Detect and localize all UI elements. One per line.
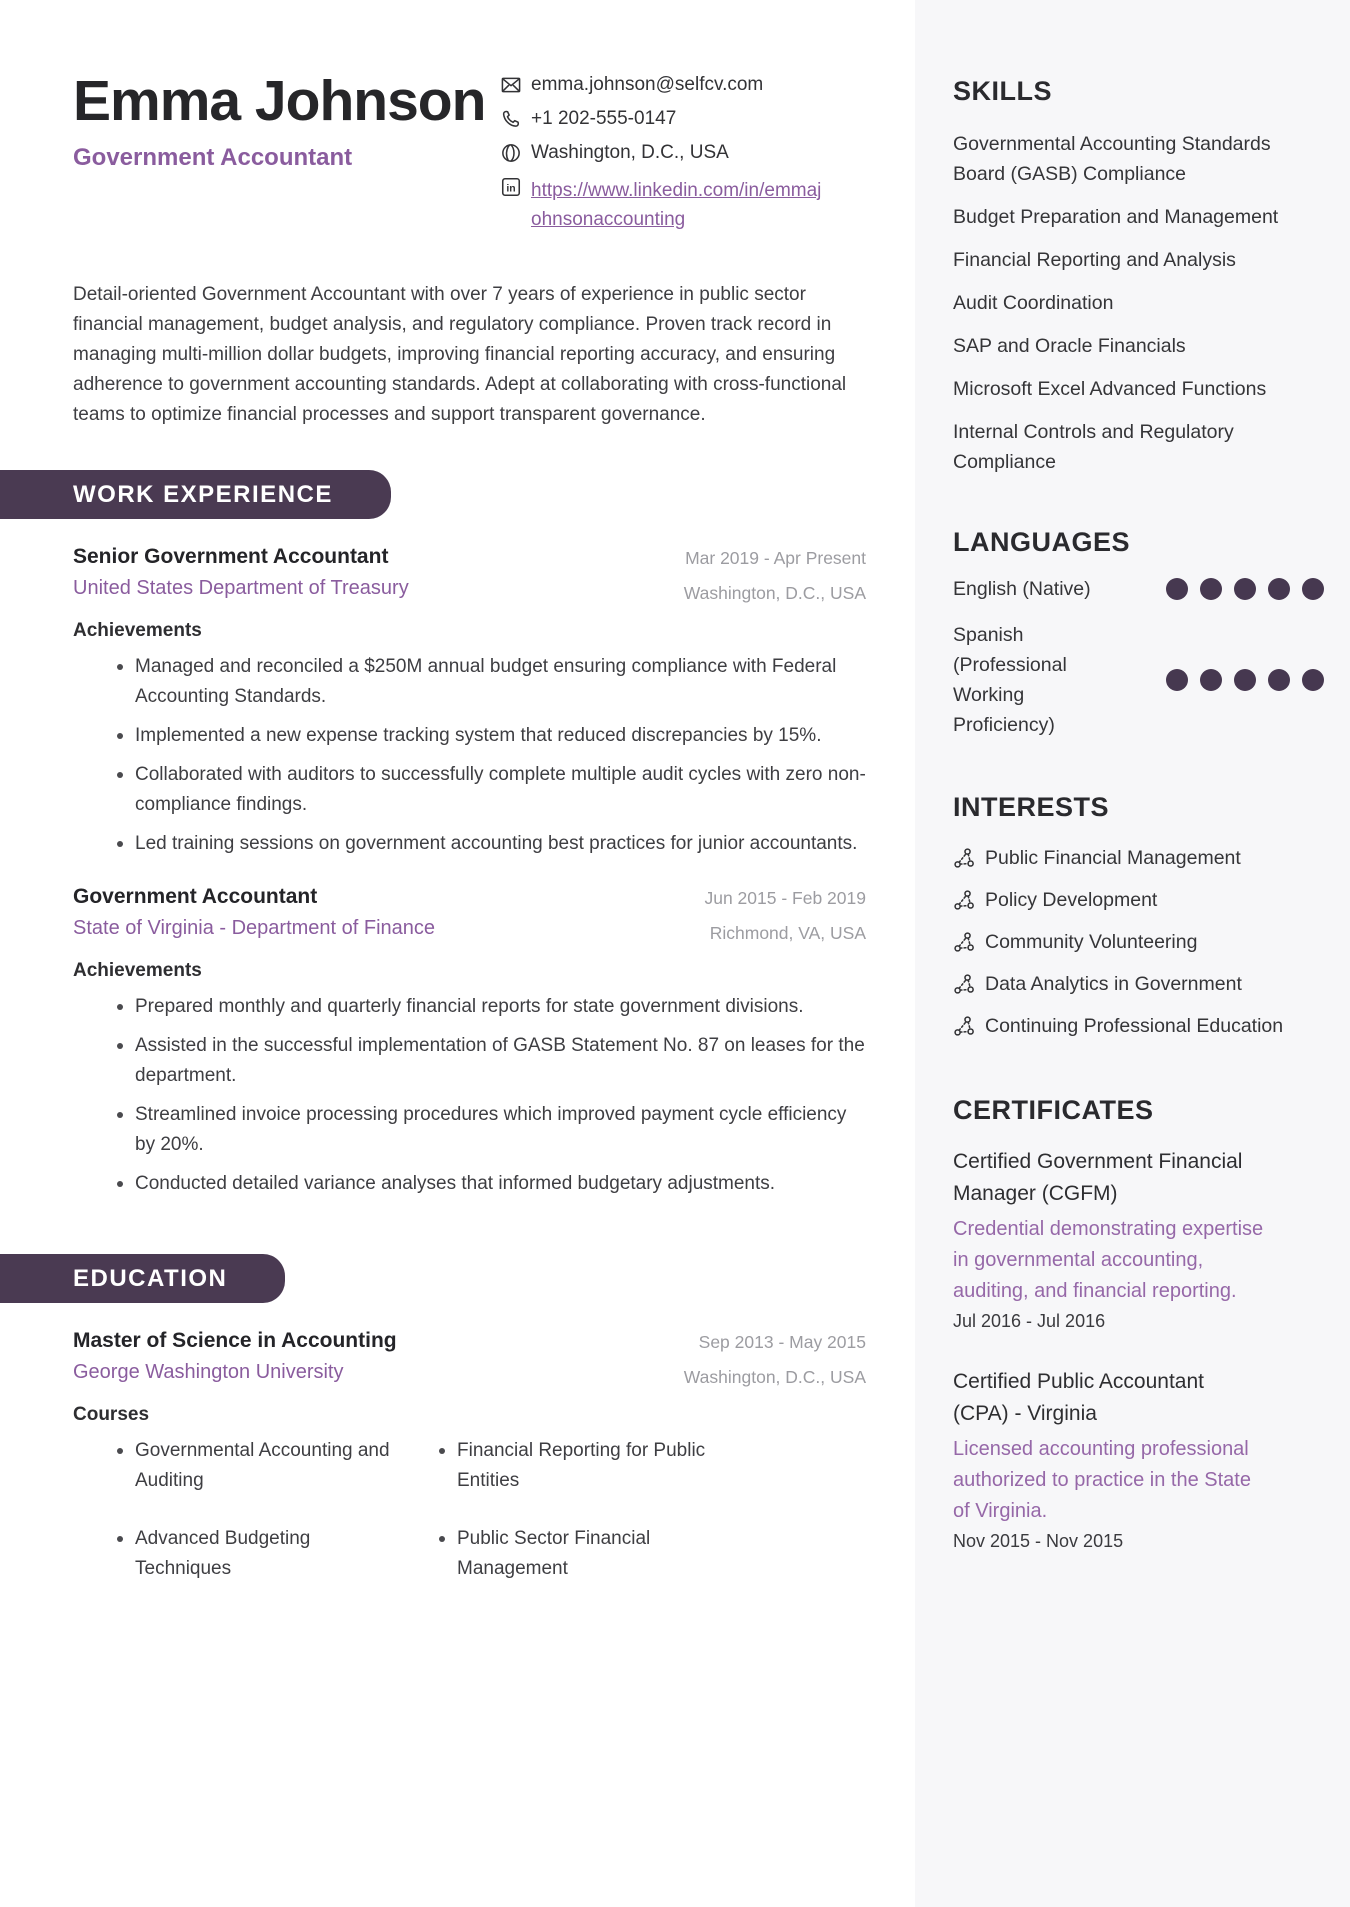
interests-heading: INTERESTS (953, 792, 1110, 822)
share-nodes-icon (953, 931, 975, 953)
interest-label: Data Analytics in Government (985, 973, 1242, 995)
interest-label: Community Volunteering (985, 931, 1198, 953)
achievement-item: Implemented a new expense tracking system that reduced discrepancies by 15%. (73, 721, 868, 751)
education-right (684, 1329, 866, 1388)
language-row (953, 620, 1300, 740)
proficiency-dots (1166, 669, 1336, 691)
section-title: EDUCATION (73, 1264, 228, 1292)
achievements-list (73, 992, 866, 1199)
phone-icon (500, 108, 522, 130)
achievements-label: Achievements (73, 960, 202, 981)
language-name: English (Native) (953, 578, 1091, 600)
education-location: Washington, D.C., USA (683, 1367, 866, 1387)
skill-item: Microsoft Excel Advanced Functions (953, 378, 1267, 400)
skill-item: Budget Preparation and Management (953, 206, 1279, 228)
interest-item (953, 1011, 1300, 1041)
section-header-work-experience (0, 470, 391, 519)
skill-item: Audit Coordination (953, 292, 1114, 314)
contact-phone-row (500, 108, 866, 130)
contact-email: emma.johnson@selfcv.com (531, 74, 764, 95)
job-head (73, 885, 866, 944)
job-left (73, 545, 409, 600)
achievement-item: Conducted detailed variance analyses that informed budgetary adjustments. (73, 1169, 868, 1199)
course-item: Governmental Accounting and Auditing (73, 1436, 403, 1496)
certificate-title: Certified Public Accountant (CPA) - Virginia (953, 1370, 1204, 1425)
degree-title: Master of Science in Accounting (73, 1329, 397, 1352)
achievement-item: Streamlined invoice processing procedures which improved payment cycle efficiency by 20%. (73, 1100, 868, 1160)
job-dates: Mar 2019 - Apr Present (685, 548, 866, 568)
language-name: Spanish (Professional Working Proficiency) (953, 624, 1067, 736)
contact-location: Washington, D.C., USA (531, 142, 729, 163)
section-header-education (0, 1254, 285, 1303)
job-entry (73, 885, 866, 1199)
school-name: George Washington University (73, 1361, 344, 1383)
skills-heading: SKILLS (953, 76, 1053, 106)
share-nodes-icon (953, 847, 975, 869)
linkedin-link[interactable]: https://www.linkedin.com/in/emmajohnsonaccounting (531, 180, 822, 230)
svg-text:in: in (506, 183, 516, 195)
interest-item (953, 885, 1300, 915)
job-right (704, 885, 866, 944)
skill-item: Internal Controls and Regulatory Compliance (953, 421, 1234, 473)
certificate-entry (953, 1366, 1300, 1552)
contact-email-row (500, 74, 866, 96)
person-title: Government Accountant (73, 144, 353, 171)
achievements-list (73, 652, 866, 859)
certificate-dates: Nov 2015 - Nov 2015 (953, 1531, 1124, 1551)
sidebar (915, 0, 1350, 1907)
contact-phone: +1 202-555-0147 (531, 108, 677, 129)
share-nodes-icon (953, 973, 975, 995)
globe-icon (500, 142, 522, 164)
job-company: United States Department of Treasury (73, 577, 409, 599)
job-head (73, 545, 866, 604)
linkedin-icon (500, 176, 522, 198)
course-item: Advanced Budgeting Techniques (73, 1524, 403, 1584)
certificate-description: Credential demonstrating expertise in governmental accounting, auditing, and financial reporting. (953, 1218, 1264, 1302)
proficiency-dots (1166, 578, 1336, 600)
job-title: Government Accountant (73, 885, 318, 908)
course-item: Financial Reporting for Public Entities (425, 1436, 747, 1496)
job-title: Senior Government Accountant (73, 545, 389, 568)
courses-column-1 (73, 1436, 403, 1612)
envelope-icon (500, 74, 522, 96)
name-block (73, 70, 500, 172)
skill-item: SAP and Oracle Financials (953, 335, 1186, 357)
contact-linkedin-row (500, 176, 866, 234)
languages-heading: LANGUAGES (953, 527, 1131, 557)
share-nodes-icon (953, 1015, 975, 1037)
interests-section (953, 792, 1300, 1041)
skills-section (953, 76, 1300, 477)
skill-item: Financial Reporting and Analysis (953, 249, 1236, 271)
professional-summary: Detail-oriented Government Accountant with over 7 years of experience in public sector financial management, budget analysis, and regulatory compliance. Proven track record in managing multi-million dollar budgets, improving financial reporting accuracy, and ensuring adherence to government accounting standards. Adept at collaborating with cross-functional teams to optimize financial processes and support transparent governance. (73, 284, 847, 425)
achievement-item: Assisted in the successful implementation of GASB Statement No. 87 on leases for the department. (73, 1031, 868, 1091)
header (73, 70, 866, 246)
skills-list (953, 129, 1300, 477)
job-entry (73, 545, 866, 859)
education-head (73, 1329, 866, 1388)
section-title: WORK EXPERIENCE (73, 480, 333, 508)
contact-location-row (500, 142, 866, 164)
achievements-label: Achievements (73, 620, 202, 641)
interests-list (953, 843, 1300, 1041)
interest-item (953, 843, 1300, 873)
achievement-item: Collaborated with auditors to successfully complete multiple audit cycles with zero non-compliance findings. (73, 760, 868, 820)
certificate-dates: Jul 2016 - Jul 2016 (953, 1311, 1106, 1331)
courses (73, 1436, 866, 1612)
achievement-item: Prepared monthly and quarterly financial reports for state government divisions. (73, 992, 868, 1022)
contact-block (500, 70, 866, 246)
job-location: Richmond, VA, USA (709, 923, 866, 943)
achievement-item: Managed and reconciled a $250M annual budget ensuring compliance with Federal Accounting Standards. (73, 652, 868, 712)
interest-item (953, 969, 1300, 999)
languages-section (953, 527, 1300, 740)
interest-label: Public Financial Management (985, 847, 1241, 869)
interest-label: Policy Development (985, 889, 1158, 911)
job-left (73, 885, 435, 940)
certificates-heading: CERTIFICATES (953, 1095, 1154, 1125)
interest-label: Continuing Professional Education (985, 1015, 1284, 1037)
certificate-entry (953, 1146, 1300, 1332)
share-nodes-icon (953, 889, 975, 911)
job-right (684, 545, 866, 604)
job-location: Washington, D.C., USA (683, 583, 866, 603)
certificate-description: Licensed accounting professional authorized to practice in the State of Virginia. (953, 1438, 1251, 1522)
certificate-title: Certified Government Financial Manager (CGFM) (953, 1150, 1243, 1205)
person-name: Emma Johnson (73, 69, 486, 133)
job-company: State of Virginia - Department of Finance (73, 917, 436, 939)
job-dates: Jun 2015 - Feb 2019 (704, 888, 866, 908)
achievement-item: Led training sessions on government accounting best practices for junior accountants. (73, 829, 868, 859)
education-dates: Sep 2013 - May 2015 (698, 1332, 866, 1352)
course-item: Public Sector Financial Management (425, 1524, 747, 1584)
certificates-section (953, 1095, 1300, 1552)
courses-label: Courses (73, 1404, 150, 1425)
education-entry (73, 1329, 866, 1612)
skill-item: Governmental Accounting Standards Board (GASB) Compliance (953, 133, 1271, 185)
language-row (953, 574, 1300, 604)
education-left (73, 1329, 397, 1384)
interest-item (953, 927, 1300, 957)
courses-column-2 (425, 1436, 747, 1612)
